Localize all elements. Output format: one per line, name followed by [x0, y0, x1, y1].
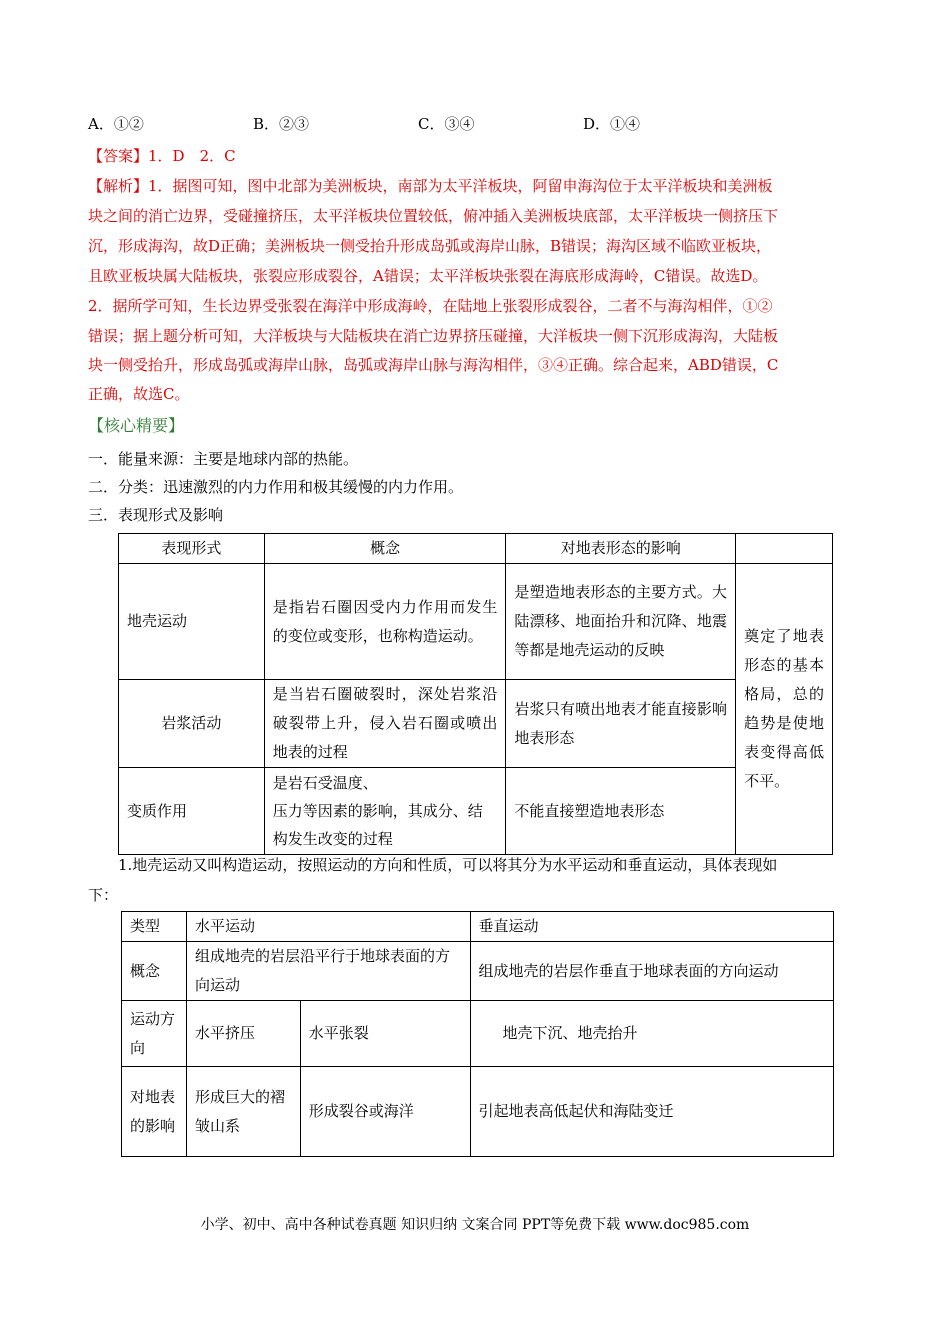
analysis-line: 2．据所学可知，生长边界受张裂在海洋中形成海岭，在陆地上张裂形成裂谷，二者不与海沟相伴，①②	[88, 297, 773, 315]
table-cell: 水平挤压	[186, 1001, 300, 1067]
table-header: 垂直运动	[470, 912, 833, 942]
analysis-line: 【解析】1．据图可知，图中北部为美洲板块，南部为太平洋板块，阿留申海沟位于太平洋板块和美洲板	[88, 177, 773, 195]
table-cell-line: 是岩石受温度、	[272, 774, 378, 792]
page-footer: 小学、初中、高中各种试卷真题 知识归纳 文案合同 PPT等免费下载 www.doc985.com	[200, 1217, 750, 1233]
option-c: C．③④	[418, 115, 475, 133]
movement-table	[121, 911, 834, 1157]
table-header: 类型	[122, 912, 187, 942]
analysis-line: 沉，形成海沟，故D正确；美洲板块一侧受抬升形成岛弧或海岸山脉，B错误；海沟区域不临欧亚板块，	[88, 237, 772, 255]
table-cell: 组成地壳的岩层沿平行于地球表面的方向运动	[186, 942, 470, 1001]
table-cell: 运动方向	[122, 1001, 187, 1067]
analysis-line: 块一侧受抬升，形成岛弧或海岸山脉，岛弧或海岸山脉与海沟相伴，③④正确。综合起来，ABD错误，C	[88, 356, 779, 374]
point-forms: 三．表现形式及影响	[88, 506, 224, 524]
table-header: 对地表形态的影响	[506, 534, 736, 564]
table-cell: 是塑造地表形态的主要方式。大陆漂移、地面抬升和沉降、地震等都是地壳运动的反映	[506, 564, 736, 680]
table-header: 表现形式	[119, 534, 265, 564]
analysis-line: 且欧亚板块属大陆板块，张裂应形成裂谷，A错误；太平洋板块张裂在海底形成海岭，C错误。故选D。	[88, 267, 768, 285]
table-cell: 岩浆只有喷出地表才能直接影响地表形态	[506, 680, 736, 768]
table-cell: 是当岩石圈破裂时，深处岩浆沿破裂带上升，侵入岩石圈或喷出地表的过程	[264, 680, 506, 768]
core-heading: 【核心精要】	[88, 416, 185, 435]
intro-line: 下：	[88, 886, 119, 904]
point-classification: 二．分类：迅速激烈的内力作用和极其缓慢的内力作用。	[88, 478, 464, 496]
analysis-line: 错误；据上题分析可知，大洋板块与大陆板块在消亡边界挤压碰撞，大洋板块一侧下沉形成海沟，大陆板	[88, 327, 779, 345]
table-cell: 岩浆活动	[119, 680, 265, 768]
analysis-line: 正确，故选C。	[88, 385, 190, 403]
table-header	[736, 534, 833, 564]
summary-cell: 奠定了地表形态的基本格局，总的趋势是使地表变得高低不平。	[736, 564, 833, 855]
table-cell: 地壳下沉、地壳抬升	[470, 1001, 833, 1067]
table-cell: 是指岩石圈因受内力作用而发生的变位或变形，也称构造运动。	[264, 564, 506, 680]
table-cell: 组成地壳的岩层作垂直于地球表面的方向运动	[470, 942, 833, 1001]
table-header: 水平运动	[186, 912, 470, 942]
table-cell: 对地表的影响	[122, 1067, 187, 1157]
table-cell: 概念	[122, 942, 187, 1001]
table-cell: 不能直接塑造地表形态	[506, 768, 736, 855]
table-cell: 变质作用	[119, 768, 265, 855]
forms-table	[118, 533, 833, 855]
table-cell-line: 压力等因素的影响，其成分、结构发生改变的过程	[272, 802, 483, 848]
option-a: A．①②	[88, 115, 144, 133]
table-cell: 水平张裂	[300, 1001, 470, 1067]
answer-line: 【答案】1．D 2．C	[88, 147, 236, 165]
table-cell	[264, 768, 506, 855]
table-header: 概念	[264, 534, 506, 564]
table-cell: 地壳运动	[119, 564, 265, 680]
point-energy: 一．能量来源：主要是地球内部的热能。	[88, 450, 359, 468]
table-cell: 形成裂谷或海洋	[300, 1067, 470, 1157]
option-b: B．②③	[253, 115, 310, 133]
intro-line: 1.地壳运动又叫构造运动，按照运动的方向和性质，可以将其分为水平运动和垂直运动，具体表现如	[118, 856, 778, 874]
analysis-line: 块之间的消亡边界，受碰撞挤压，太平洋板块位置较低，俯冲插入美洲板块底部，太平洋板块一侧挤压下	[88, 207, 779, 225]
table-cell: 形成巨大的褶皱山系	[186, 1067, 300, 1157]
table-cell: 引起地表高低起伏和海陆变迁	[470, 1067, 833, 1157]
option-d: D．①④	[583, 115, 641, 133]
